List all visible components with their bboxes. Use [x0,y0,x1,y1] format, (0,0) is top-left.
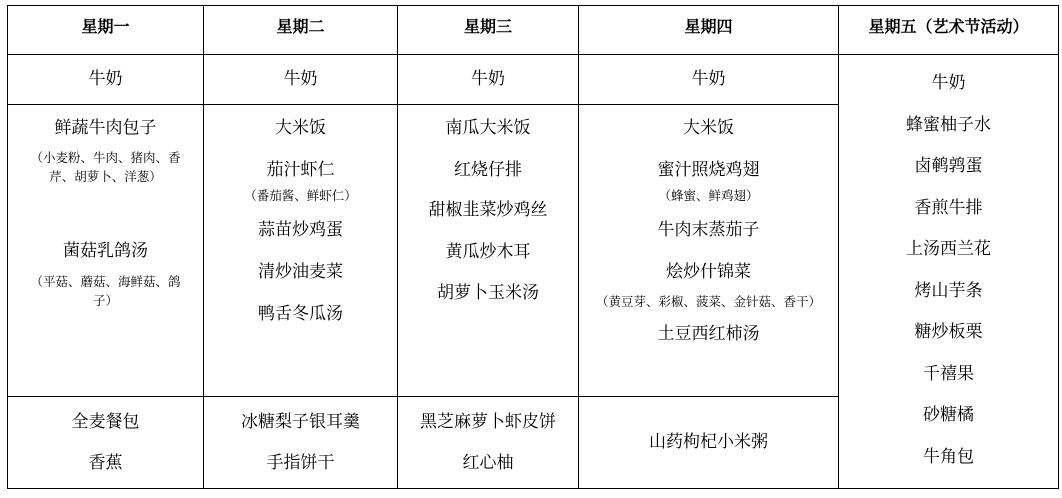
monday-soup-ingredients: （平菇、蘑菇、海鲜菇、鸽子） [30,274,181,308]
wednesday-dish-ribs: 红烧仔排 [454,160,522,180]
friday-item: 卤鹌鹑蛋 [914,156,983,176]
wednesday-dish-rice: 南瓜大米饭 [445,118,531,138]
friday-item: 烤山芋条 [914,281,983,301]
tuesday-snack-biscuit: 手指饼干 [266,453,335,473]
wednesday-milk: 牛奶 [471,69,505,89]
tuesday-dish-lettuce: 清炒油麦菜 [258,262,343,282]
wednesday-snack-pancake: 黑芝麻萝卜虾皮饼 [420,412,556,432]
thursday-dish-soup: 土豆西红柿汤 [657,324,760,344]
table-border-right [1058,5,1059,489]
wednesday-snack-pomelo: 红心柚 [462,453,514,473]
table-border-top [7,5,1058,6]
monday-snack-banana: 香蕉 [88,453,123,473]
monday-dish-buns: 鲜蔬牛肉包子 [54,118,157,138]
wednesday-dish-cucumber: 黄瓜炒木耳 [445,242,531,262]
header-tuesday: 星期二 [276,17,325,36]
table-border-bottom [7,488,1058,489]
friday-item: 牛奶 [931,73,966,93]
friday-item: 香煎牛排 [914,198,983,218]
thursday-snack-porridge: 山药枸杞小米粥 [649,432,768,452]
tuesday-dish-eggs: 蒜苗炒鸡蛋 [258,220,343,240]
tuesday-milk: 牛奶 [283,69,318,89]
thursday-dish-eggplant: 牛肉末蒸茄子 [657,220,760,240]
header-monday: 星期一 [81,17,130,36]
header-wednesday: 星期三 [463,17,512,36]
friday-item: 砂糖橘 [923,405,974,425]
header-friday: 星期五（艺术节活动） [868,17,1029,36]
friday-item: 蜂蜜柚子水 [906,115,991,135]
monday-column [8,55,203,488]
friday-item: 糖炒板栗 [914,322,983,342]
monday-dish-soup: 菌菇乳鸽汤 [63,241,148,261]
tuesday-dish-soup: 鸭舌冬瓜汤 [258,304,343,324]
tuesday-dish-rice: 大米饭 [275,118,326,138]
monday-milk: 牛奶 [88,69,123,89]
friday-item: 千禧果 [923,364,974,384]
monday-snack-bread: 全麦餐包 [71,412,140,432]
thursday-dish-wings: 蜜汁照烧鸡翅 [657,160,760,180]
wednesday-dish-chicken: 甜椒韭菜炒鸡丝 [428,200,548,220]
wednesday-column [398,55,578,488]
tuesday-dish-shrimp: 茄汁虾仁 [266,160,335,180]
tuesday-shrimp-ingredients: （番茄酱、鲜虾仁） [244,188,357,203]
thursday-wings-ingredients: （蜂蜜、鲜鸡翅） [658,188,759,203]
thursday-mixed-veg-ingredients: （黄豆芽、彩椒、菠菜、金针菇、香干） [595,294,821,309]
header-thursday: 星期四 [684,17,733,36]
wednesday-dish-soup: 胡萝卜玉米汤 [437,283,539,303]
thursday-dish-rice: 大米饭 [683,118,734,138]
thursday-milk: 牛奶 [691,69,726,89]
monday-buns-ingredients: （小麦粉、牛肉、猪肉、香芹、胡萝卜、洋葱） [30,150,181,184]
tuesday-column [204,55,397,488]
friday-item: 牛角包 [923,447,974,467]
friday-column [839,55,1058,488]
thursday-dish-mixed-veg: 烩炒什锦菜 [666,262,751,282]
tuesday-snack-pear: 冰糖梨子银耳羹 [241,412,360,432]
thursday-column [579,55,838,488]
friday-item: 上汤西兰花 [906,239,991,259]
